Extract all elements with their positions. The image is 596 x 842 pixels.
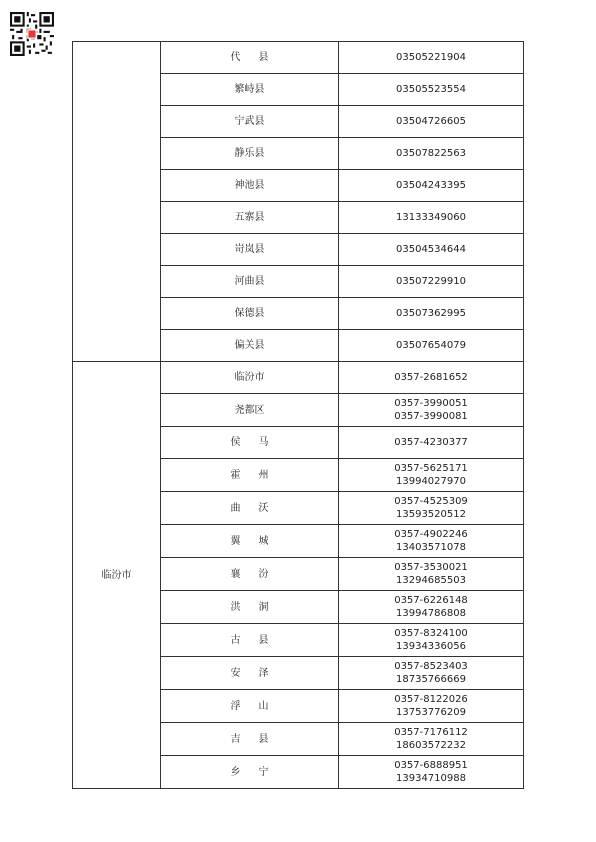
phone-number: 13753776209: [396, 707, 466, 718]
county-cell: 霍州: [161, 459, 339, 492]
phone-number: 0357-2681652: [394, 372, 468, 383]
phone-number: 0357-8324100: [394, 628, 468, 639]
phone-cell: [339, 106, 524, 138]
phone-number: 13294685503: [396, 575, 466, 586]
county-cell: 繁峙县: [161, 74, 339, 106]
phone-number: 13133349060: [396, 212, 466, 223]
phone-number: 03507822563: [396, 148, 466, 159]
phone-cell: [339, 624, 524, 657]
phone-number: 0357-6226148: [394, 595, 468, 606]
phone-number: 13934336056: [396, 641, 466, 652]
phone-number: 03504243395: [396, 180, 466, 191]
county-cell: 宁武县: [161, 106, 339, 138]
county-cell: 保德县: [161, 298, 339, 330]
city-cell: 临汾市: [73, 362, 161, 789]
phone-number: 03507654079: [396, 340, 466, 351]
phone-number: 13403571078: [396, 542, 466, 553]
phone-number: 18603572232: [396, 740, 466, 751]
phone-cell: [339, 42, 524, 74]
city-cell: [73, 42, 161, 362]
phone-cell: [339, 266, 524, 298]
county-cell: 河曲县: [161, 266, 339, 298]
phone-number: 0357-8523403: [394, 661, 468, 672]
phone-cell: [339, 657, 524, 690]
county-cell: 偏关县: [161, 330, 339, 362]
phone-number: 0357-6888951: [394, 760, 468, 771]
phone-cell: [339, 492, 524, 525]
qr-code-icon: [10, 12, 54, 56]
phone-number: 03507229910: [396, 276, 466, 287]
phone-number: 0357-4525309: [394, 496, 468, 507]
county-cell: 神池县: [161, 170, 339, 202]
phone-cell: [339, 202, 524, 234]
county-cell: 静乐县: [161, 138, 339, 170]
phone-cell: [339, 756, 524, 789]
phone-cell: [339, 170, 524, 202]
phone-number: 0357-7176112: [394, 727, 468, 738]
county-cell: 侯马: [161, 427, 339, 459]
phone-number: 13994027970: [396, 476, 466, 487]
phone-cell: [339, 459, 524, 492]
phone-number: 03504534644: [396, 244, 466, 255]
county-cell: 岢岚县: [161, 234, 339, 266]
county-cell: 代县: [161, 42, 339, 74]
table-row: [73, 42, 524, 74]
phone-cell: [339, 138, 524, 170]
phone-number: 03505523554: [396, 84, 466, 95]
phone-number: 0357-5625171: [394, 463, 468, 474]
county-cell: 曲沃: [161, 492, 339, 525]
phone-number: 0357-8122026: [394, 694, 468, 705]
county-cell: 古县: [161, 624, 339, 657]
phone-number: 0357-3530021: [394, 562, 468, 573]
county-cell: 安泽: [161, 657, 339, 690]
phone-cell: [339, 558, 524, 591]
phone-cell: [339, 690, 524, 723]
phone-cell: [339, 591, 524, 624]
county-cell: 尧都区: [161, 394, 339, 427]
phone-cell: [339, 234, 524, 266]
phone-cell: [339, 723, 524, 756]
county-cell: 五寨县: [161, 202, 339, 234]
phone-number: 03504726605: [396, 116, 466, 127]
county-cell: 襄汾: [161, 558, 339, 591]
phone-cell: [339, 298, 524, 330]
phone-cell: [339, 74, 524, 106]
phone-number: 03505221904: [396, 52, 466, 63]
phone-number: 18735766669: [396, 674, 466, 685]
phone-number: 13994786808: [396, 608, 466, 619]
phone-number: 0357-4230377: [394, 437, 468, 448]
phone-cell: [339, 394, 524, 427]
phone-number: 0357-3990051: [394, 398, 468, 409]
phone-number: 03507362995: [396, 308, 466, 319]
phone-number: 13934710988: [396, 773, 466, 784]
phone-number: 13593520512: [396, 509, 466, 520]
county-cell: 洪洞: [161, 591, 339, 624]
county-cell: 吉县: [161, 723, 339, 756]
county-cell: 浮山: [161, 690, 339, 723]
phone-number: 0357-4902246: [394, 529, 468, 540]
phone-cell: [339, 362, 524, 394]
phone-cell: [339, 525, 524, 558]
county-cell: 临汾市: [161, 362, 339, 394]
contacts-table: [72, 41, 524, 789]
county-cell: 翼城: [161, 525, 339, 558]
table-row: [73, 362, 524, 394]
phone-cell: [339, 427, 524, 459]
phone-number: 0357-3990081: [394, 411, 468, 422]
phone-cell: [339, 330, 524, 362]
county-cell: 乡宁: [161, 756, 339, 789]
